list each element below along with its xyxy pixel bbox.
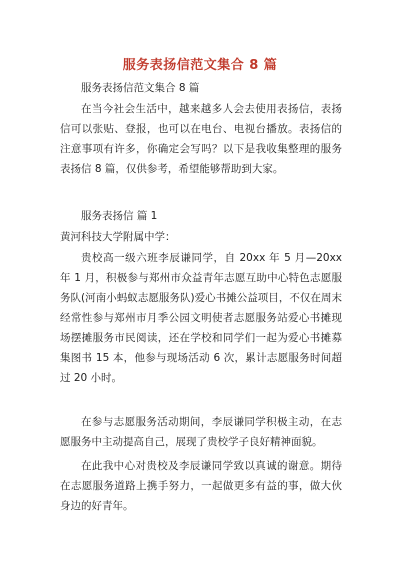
body-paragraph-3: 在此我中心对贵校及李辰谦同学致以真诚的谢意。期待在志愿服务道路上携手努力，一起做更多有益的事，做大伙身边的好青年。 xyxy=(60,460,342,512)
body-paragraph-1: 贵校高一级六班李辰谦同学，自 20xx 年 5 月—20xx 年 1 月，积极参与郑州市众益青年志愿互助中心特色志愿服务队(河南小蚂蚁志愿服务队)爱心书摊公益项目，不仅在周末经常性参与郑州市月季公园文明使者志愿服务站爱心书摊现场摆摊服务市民阅读，还在学校和同学们一起为爱心书摊募集图书 15 本，他参与现场活动 6 次，累计志愿服务时间超过 20 小时。 xyxy=(60,252,342,384)
body-paragraph-2: 在参与志愿服务活动期间，李辰谦同学积极主动，在志愿服务中主动提高自己，展现了贵校学子良好精神面貌。 xyxy=(60,416,342,448)
intro-paragraph: 在当今社会生活中，越来越多人会去使用表扬信，表扬信可以张贴、登报，也可以在电台、电视台播放。表扬信的注意事项有许多，你确定会写吗？以下是我收集整理的服务表扬信 8 篇，仅供参考，希望能够帮助到大家。 xyxy=(60,103,342,175)
document-title: 服务表扬信范文集合 8 篇 xyxy=(122,58,278,73)
document-subtitle: 服务表扬信范文集合 8 篇 xyxy=(81,82,200,94)
recipient-line: 黄河科技大学附属中学： xyxy=(60,231,176,243)
section-heading: 服务表扬信 篇 1 xyxy=(81,210,158,222)
